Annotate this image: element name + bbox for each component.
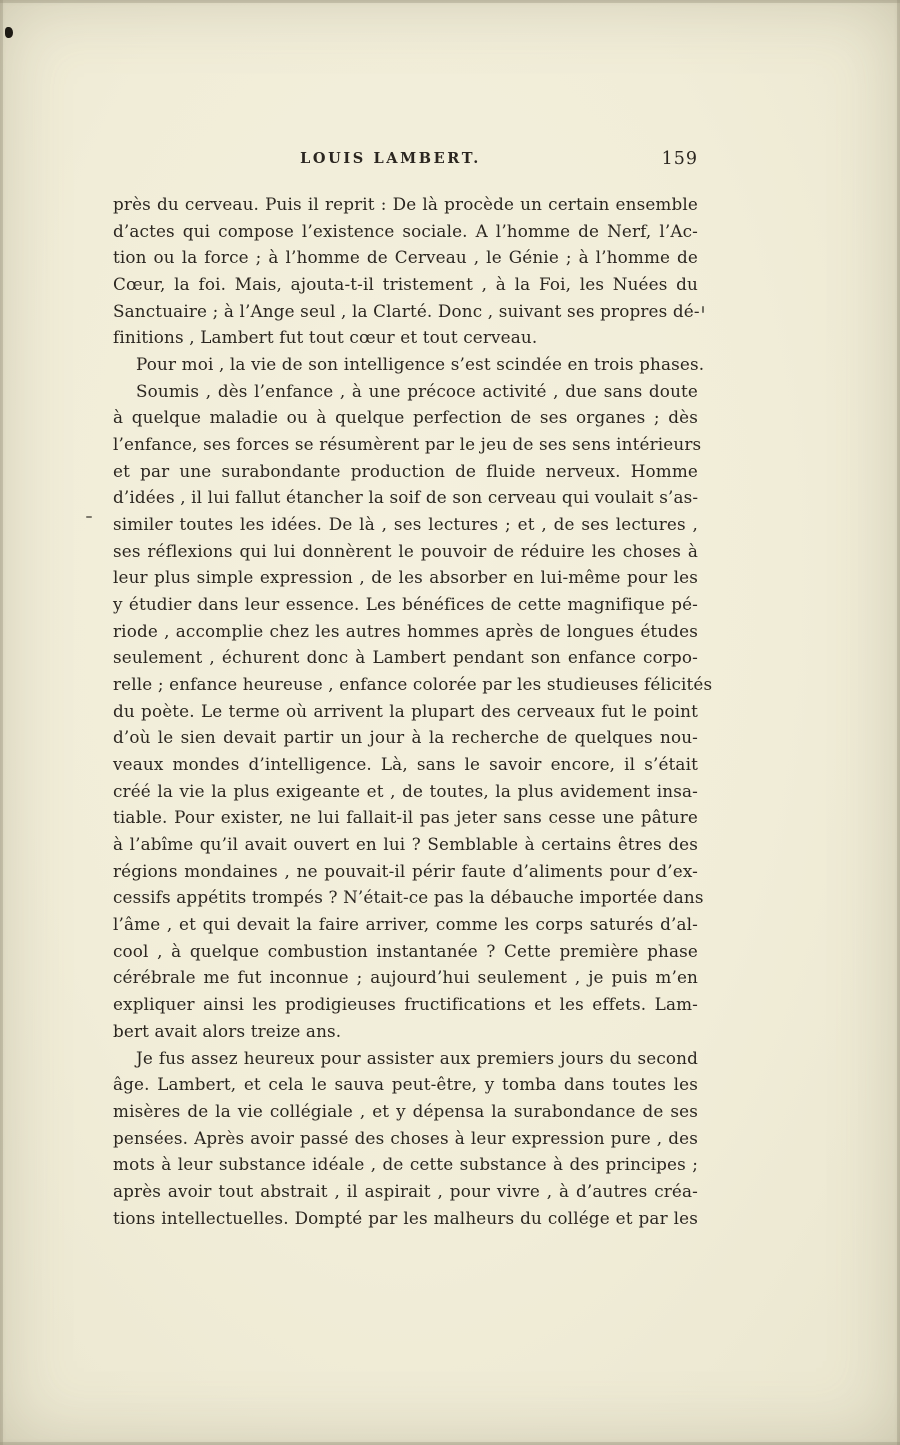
text-line: près du cerveau. Puis il reprit : De là procède un certain ensemble: [113, 194, 698, 214]
text-line: pensées. Après avoir passé des choses à leur expression pure , des: [113, 1127, 698, 1148]
text-line: cérébrale me fut inconnue ; aujourd’hui seulement , je puis m’en: [113, 967, 698, 988]
text-line: tions intellectuelles. Dompté par les malheurs du collége et par les: [113, 1207, 698, 1228]
text-line: l’âme , et qui devait la faire arriver, comme les corps saturés d’al-: [113, 914, 698, 935]
text-line: à quelque maladie ou à quelque perfection de ses organes ; dès: [113, 407, 698, 428]
text-line: Pour moi , la vie de son intelligence s’est scindée en trois phases.: [136, 354, 705, 375]
text-line: seulement , échurent donc à Lambert pendant son enfance corpo-: [113, 647, 698, 668]
text-line: et par une surabondante production de fluide nerveux. Homme: [113, 460, 698, 481]
paragraph: [113, 191, 698, 351]
text-line: veaux mondes d’intelligence. Là, sans le savoir encore, il s’était: [113, 754, 698, 775]
text-line: d’actes qui compose l’existence sociale. A l’homme de Nerf, l’Ac-: [113, 220, 698, 241]
text-line: tiable. Pour exister, ne lui fallait-il pas jeter sans cesse une pâture: [113, 807, 698, 828]
text-line: créé la vie la plus exigeante et , de toutes, la plus avidement insa-: [113, 780, 698, 801]
text-line: Soumis , dès l’enfance , à une précoce activité , due sans doute: [136, 380, 698, 401]
paragraph: [113, 351, 705, 378]
text-line: leur plus simple expression , de les absorber en lui-même pour les: [113, 567, 698, 588]
text-line: l’enfance, ses forces se résumèrent par le jeu de ses sens intérieurs: [113, 434, 702, 455]
paragraph: [113, 378, 713, 1045]
text-line: Cœur, la foi. Mais, ajouta-t-il tristement , à la Foi, les Nuées du: [113, 274, 698, 295]
scan-edge: [0, 0, 3, 1445]
body-text: [113, 191, 713, 1231]
text-line: misères de la vie collégiale , et y dépensa la surabondance de ses: [113, 1100, 698, 1121]
text-line: y étudier dans leur essence. Les bénéfices de cette magnifique pé-: [113, 594, 698, 615]
text-line: cessifs appétits trompés ? N’était-ce pas la débauche importée dans: [113, 887, 704, 908]
text-line: mots à leur substance idéale , de cette substance à des principes ;: [113, 1154, 698, 1175]
text-line: régions mondaines , ne pouvait-il périr faute d’aliments pour d’ex-: [113, 860, 698, 881]
text-line: similer toutes les idées. De là , ses lectures ; et , de ses lectures ,: [113, 514, 698, 535]
text-line: d’où le sien devait partir un jour à la recherche de quelques nou-: [113, 727, 698, 748]
scan-artifact: [702, 306, 704, 313]
text-line: ses réflexions qui lui donnèrent le pouvoir de réduire les choses à: [113, 540, 698, 561]
page-number: 159: [661, 149, 698, 169]
text-line: Sanctuaire ; à l’Ange seul , la Clarté. Donc , suivant ses propres dé-: [113, 300, 700, 321]
text-line: Je fus assez heureux pour assister aux premiers jours du second: [136, 1047, 698, 1068]
scan-edge: [0, 0, 900, 3]
text-line: après avoir tout abstrait , il aspirait , pour vivre , à d’autres créa-: [113, 1180, 698, 1201]
text-line: riode , accomplie chez les autres hommes après de longues études: [113, 620, 698, 641]
text-line: relle ; enfance heureuse , enfance colorée par les studieuses félicités: [113, 674, 713, 695]
text-line: à l’abîme qu’il avait ouvert en lui ? Semblable à certains êtres des: [113, 834, 698, 855]
text-line: du poète. Le terme où arrivent la plupart des cerveaux fut le point: [113, 700, 698, 721]
scan-artifact: [86, 516, 92, 518]
text-line: bert avait alors treize ans.: [113, 1020, 342, 1041]
running-head-title: LOUIS LAMBERT.: [300, 150, 481, 167]
text-line: cool , à quelque combustion instantanée ? Cette première phase: [113, 940, 698, 961]
page-header: [113, 150, 698, 174]
text-line: âge. Lambert, et cela le sauva peut-être, y tomba dans toutes les: [113, 1074, 698, 1095]
scan-artifact: [5, 27, 13, 38]
paragraph: [113, 1045, 698, 1232]
text-line: tion ou la force ; à l’homme de Cerveau , le Génie ; à l’homme de: [113, 247, 698, 268]
text-line: expliquer ainsi les prodigieuses fructifications et les effets. Lam-: [113, 994, 698, 1015]
text-line: finitions , Lambert fut tout cœur et tout cerveau.: [113, 327, 538, 348]
text-line: d’idées , il lui fallut étancher la soif de son cerveau qui voulait s’as-: [113, 487, 699, 508]
